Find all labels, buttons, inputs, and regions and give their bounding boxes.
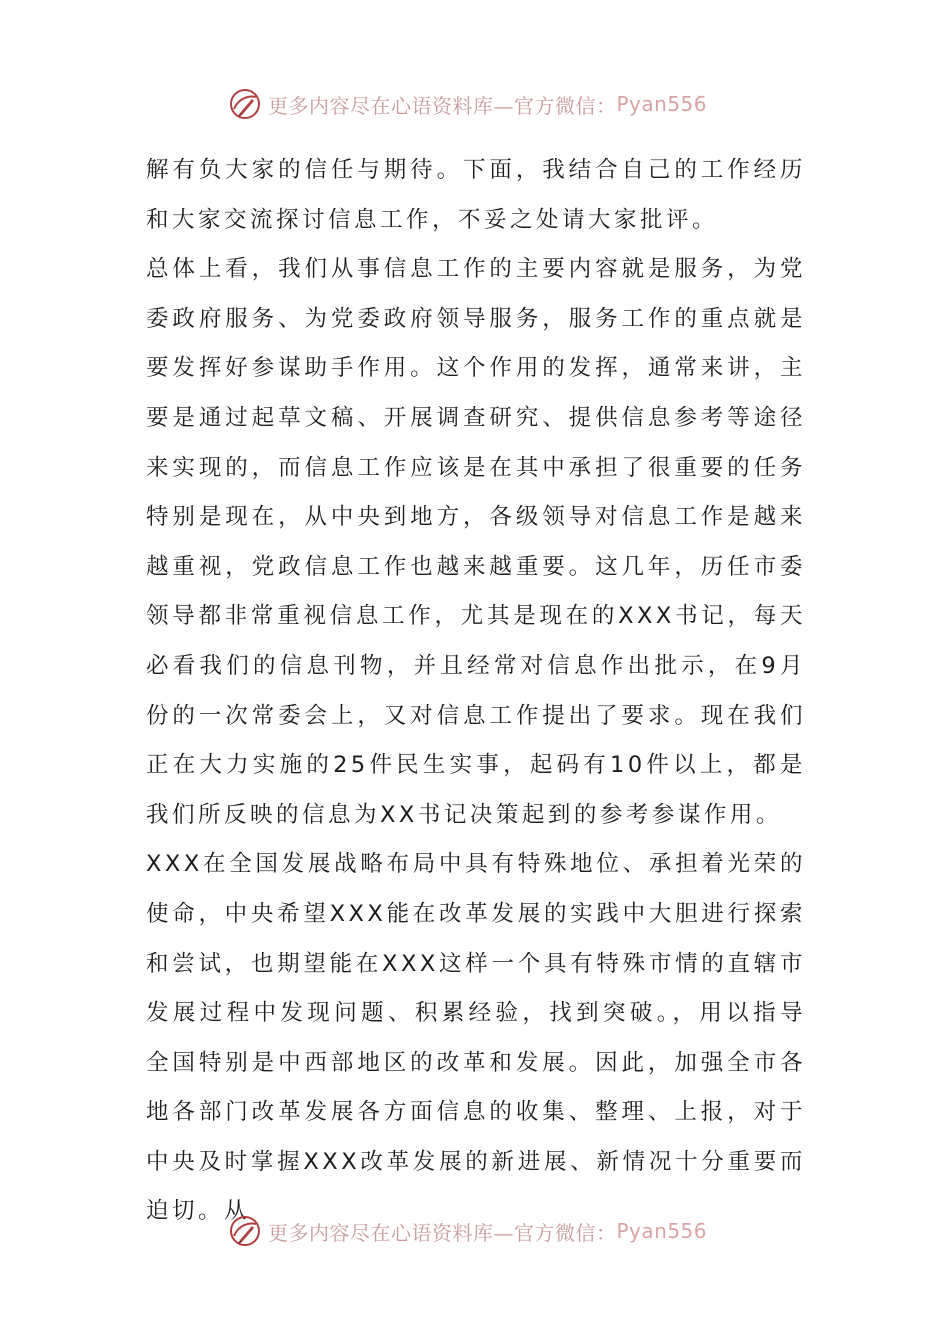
pen-swirl-logo-icon (228, 1214, 262, 1248)
header-watermark (228, 84, 707, 124)
footer-watermark-text: 更多内容尽在心语资料库—官方微信： (268, 1220, 617, 1245)
pen-swirl-logo-icon (228, 87, 262, 121)
paragraph-1: 解有负大家的信任与期待。下面，我结合自己的工作经历和大家交流探讨信息工作，不妥之处请大家批评。 (146, 157, 806, 233)
footer-watermark-brand: Pyan556 (616, 1219, 708, 1243)
paragraph-2: 总体上看，我们从事信息工作的主要内容就是服务，为党委政府服务、为党委政府领导服务，服务工作的重点就是要发挥好参谋助手作用。这个作用的发挥，通常来讲，主要是通过起草文稿、开展调查研究、提供信息参考等途径来实现的，而信息工作应该是在其中承担了很重要的任务特别是现在，从中央到地方，各级领导对信息工作是越来越重视，党政信息工作也越来越重要。这几年，历任市委领导都非常重视信息工作，尤其是现在的XXX书记，每天必看我们的信息刊物，并且经常对信息作出批示，在9月份的一次常委会上，又对信息工作提出了要求。现在我们正在大力实施的25件民生实事，起码有10件以上，都是我们所反映的信息为XX书记决策起到的参考参谋作用。 (146, 256, 806, 828)
paragraph-3: XXX在全国发展战略布局中具有特殊地位、承担着光荣的使命，中央希望XXX能在改革发展的实践中大胆进行探索和尝试，也期望能在XXX这样一个具有特殊市情的直辖市发展过程中发现问题、积累经验，找到突破。，用以指导全国特别是中西部地区的改革和发展。因此，加强全市各地各部门改革发展各方面信息的收集、整理、上报，对于中央及时掌握XXX改革发展的新进展、新情况十分重要而迫切。从 (146, 851, 806, 1225)
document-body (146, 146, 806, 1237)
footer-watermark (228, 1211, 707, 1251)
header-watermark-text: 更多内容尽在心语资料库—官方微信： (268, 93, 617, 118)
header-watermark-brand: Pyan556 (616, 92, 708, 116)
